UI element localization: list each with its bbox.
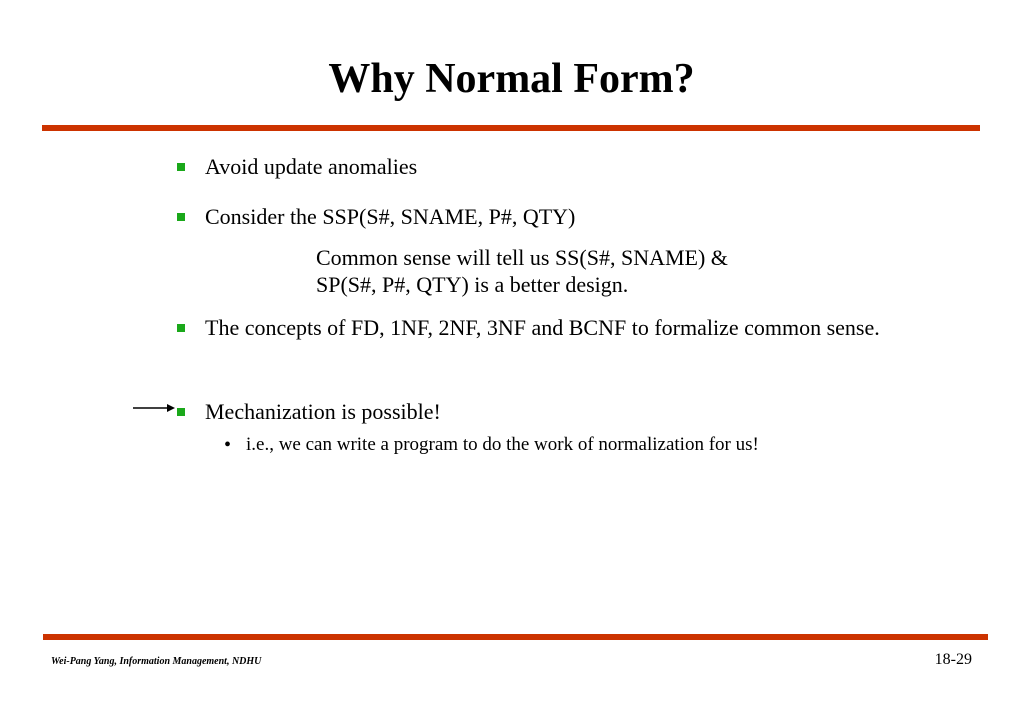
design-note [316,244,728,298]
bullet-text: The concepts of FD, 1NF, 2NF, 3NF and BCNF to formalize common sense. [205,315,880,340]
square-bullet-icon [177,324,185,332]
square-bullet-icon [177,213,185,221]
design-note-line-2: SP(S#, P#, QTY) is a better design. [316,272,629,297]
square-bullet-icon [177,163,185,171]
page-number: 18-29 [934,651,972,668]
design-note-line-1: Common sense will tell us SS(S#, SNAME) & [316,245,728,270]
sub-bullet-text: i.e., we can write a program to do the work of normalization for us! [246,434,759,455]
round-bullet-icon: • [224,434,232,456]
footer-author: Wei-Pang Yang, Information Management, NDHU [51,656,262,667]
square-bullet-icon [177,408,185,416]
top-divider [42,125,980,131]
slide-title: Why Normal Form? [328,56,695,102]
bullet-item-3 [205,311,905,345]
bullet-text: Consider the SSP(S#, SNAME, P#, QTY) [205,204,576,229]
right-arrow-icon [133,401,175,415]
bottom-divider [43,634,988,640]
bullet-item-1 [205,150,417,184]
bullet-item-2 [205,200,575,234]
bullet-text: Mechanization is possible! [205,399,441,424]
sub-bullet-item [224,431,759,459]
bullet-item-4 [205,395,441,429]
bullet-text: Avoid update anomalies [205,154,418,179]
